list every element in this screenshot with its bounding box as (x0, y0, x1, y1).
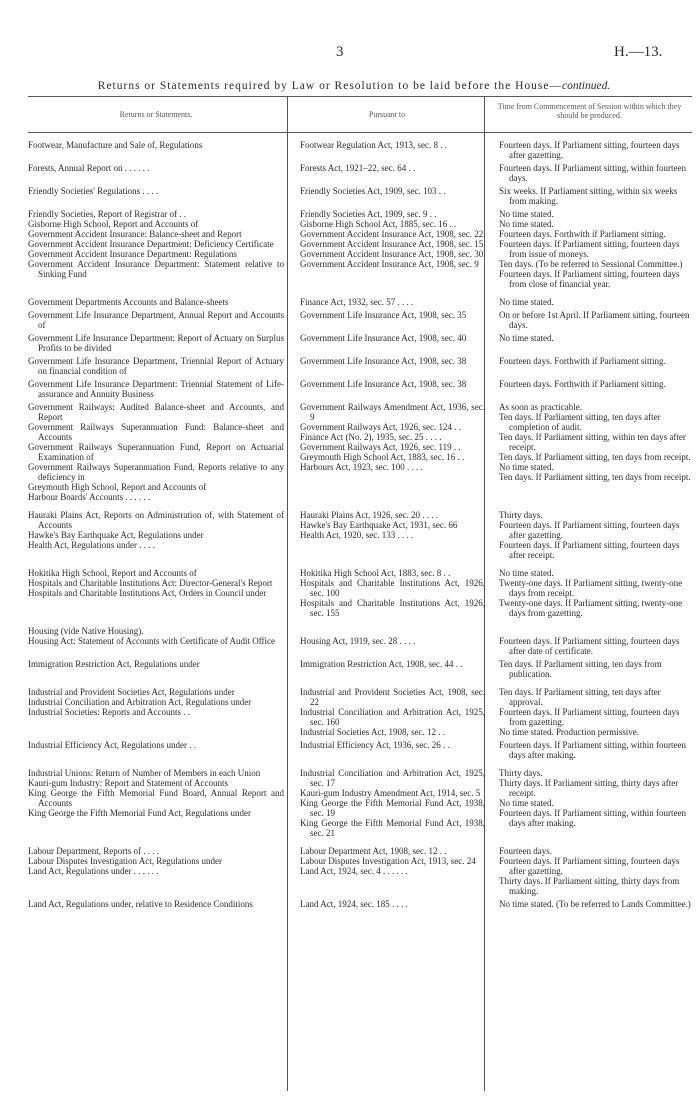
returns-cell (28, 186, 294, 206)
time-cell (491, 297, 692, 307)
document-title (34, 80, 674, 92)
cell-entry: Land Act, Regulations under, relative to Residence Conditions (28, 899, 253, 909)
cell-entry: Fourteen days. If Parliament sitting, fourteen days after gazetting. (499, 856, 680, 876)
returns-cell (28, 333, 294, 353)
pursuant-cell (294, 846, 491, 896)
cell-entry: Gisborne High School Act, 1885, sec. 16 . . (300, 219, 457, 229)
cell-entry: Government Railways Act, 1926, sec. 119 . . (300, 442, 461, 452)
cell-entry: Immigration Restriction Act, Regulations under (28, 659, 200, 669)
pursuant-cell (294, 379, 491, 399)
cell-entry: Finance Act (No. 2), 1935, sec. 25 . . . . (300, 432, 442, 442)
returns-cell (28, 899, 294, 909)
cell-entry: Labour Department, Reports of . . . . (28, 846, 159, 856)
cell-entry: Government Life Insurance Department: Triennial Statement of Life-assurance and Annuity Business (28, 379, 284, 399)
pursuant-cell (294, 209, 491, 289)
cell-entry: Government Accident Insurance Department: Regulations (28, 249, 237, 259)
pursuant-cell (294, 163, 491, 183)
cell-entry: Hospitals and Charitable Institutions Act, Orders in Council under (28, 588, 267, 598)
cell-entry: Ten days. (To be referred to Sessional Committee.) (499, 259, 683, 269)
pursuant-cell (294, 626, 491, 656)
cell-entry: Immigration Restriction Act, 1908, sec. 44 . . (300, 659, 463, 669)
pursuant-cell (294, 740, 491, 760)
pursuant-cell (294, 310, 491, 330)
time-cell (491, 209, 692, 289)
cell-entry: Government Life Insurance Act, 1908, sec. 38 (300, 379, 467, 389)
table-row (28, 356, 692, 376)
cell-entry: Government Railways Act, 1926, sec. 124 . . (300, 422, 461, 432)
cell-entry: No time stated. (499, 462, 554, 472)
cell-entry: Ten days. If Parliament sitting, ten days from receipt. (499, 452, 691, 462)
cell-entry: On or before 1st April. If Parliament sitting, fourteen days. (499, 310, 690, 330)
pursuant-cell (294, 568, 491, 618)
cell-entry: Government Accident Insurance: Balance-sheet and Report (28, 229, 242, 239)
cell-entry: Hospitals and Charitable Institutions Act, 1926, sec. 155 (300, 598, 485, 618)
cell-entry: Housing Act: Statement of Accounts with Certificate of Audit Office (28, 636, 276, 646)
table-row (28, 310, 692, 330)
returns-cell (28, 402, 294, 502)
document-code: H.—13. (614, 44, 663, 60)
cell-entry: Fourteen days. If Parliament sitting, fourteen days from issue of moneys. (499, 239, 680, 259)
cell-entry: Government Life Insurance Department, Annual Report and Accounts of (28, 310, 284, 330)
cell-entry: King George the Fifth Memorial Fund Act, Regulations under (28, 808, 252, 818)
cell-entry: Hospitals and Charitable Institutions Act: Director-General's Report (28, 578, 273, 588)
table-row (28, 626, 692, 656)
returns-cell (28, 846, 294, 896)
cell-entry: Labour Disputes Investigation Act, Regulations under (28, 856, 222, 866)
column-header-time: Time from Commencement of Session within which they should be produced. (497, 102, 682, 120)
cell-entry: Twenty-one days. If Parliament sitting, twenty-one days from gazetting. (499, 598, 683, 618)
cell-entry: Fourteen days. If Parliament sitting, fourteen days from close of financial year. (499, 269, 680, 289)
pursuant-cell (294, 899, 491, 909)
cell-entry: As soon as practicable. (499, 402, 582, 412)
cell-entry: Labour Disputes Investigation Act, 1913, sec. 24 (300, 856, 476, 866)
cell-entry: Six weeks. If Parliament sitting, within six weeks from making. (499, 186, 678, 206)
cell-entry: Land Act, 1924, sec. 185 . . . . (300, 899, 408, 909)
cell-entry: Fourteen days. Forthwith if Parliament sitting. (499, 379, 666, 389)
cell-entry: Hawke's Bay Earthquake Act, 1931, sec. 66 (300, 520, 458, 530)
cell-entry: Government Railways Amendment Act, 1936, sec. 9 (300, 402, 485, 422)
table-row (28, 209, 692, 289)
cell-entry: Hauraki Plains Act, Reports on Administration of, with Statement of Accounts (28, 510, 284, 530)
cell-entry: Greymouth High School, Report and Accounts of (28, 482, 207, 492)
cell-entry: Government Life Insurance Act, 1908, sec. 38 (300, 356, 467, 366)
time-cell (491, 402, 692, 502)
cell-entry: Friendly Societies Act, 1909, sec. 9 . . (300, 209, 437, 219)
time-cell (491, 899, 692, 909)
table-row (28, 568, 692, 618)
cell-entry: Fourteen days. If Parliament sitting, within fourteen days. (499, 163, 686, 183)
time-cell (491, 310, 692, 330)
cell-entry: Government Accident Insurance Act, 1908, sec. 30 (300, 249, 484, 259)
title-text: Returns or Statements required by Law or Resolution to be laid before the House— (97, 80, 562, 92)
pursuant-cell (294, 297, 491, 307)
table-row (28, 163, 692, 183)
returns-cell (28, 297, 294, 307)
returns-cell (28, 568, 294, 618)
time-cell (491, 140, 692, 160)
table-row (28, 186, 692, 206)
returns-cell (28, 510, 294, 560)
cell-entry: Industrial Conciliation and Arbitration Act, 1925, sec. 160 (300, 707, 485, 727)
cell-entry: Hauraki Plains Act, 1926, sec. 20 . . . . (300, 510, 438, 520)
table-row (28, 687, 692, 737)
column-header-pursuant: Pursuant to (368, 110, 406, 119)
cell-entry: Ten days. If Parliament sitting, ten days from receipt. (499, 472, 691, 482)
cell-entry: Government Life Insurance Act, 1908, sec. 35 (300, 310, 467, 320)
cell-entry: No time stated. (499, 219, 554, 229)
returns-cell (28, 209, 294, 289)
cell-entry: Hokitika High School Act, 1883, sec. 8 . . (300, 568, 451, 578)
cell-entry: Government Railways Superannuation Fund: Balance-sheet and Accounts (28, 422, 284, 442)
returns-cell (28, 356, 294, 376)
cell-entry: Industrial and Provident Societies Act, 1908, sec. 22 (300, 687, 485, 707)
table-row (28, 333, 692, 353)
cell-entry: Industrial Unions: Return of Number of Members in each Union (28, 768, 261, 778)
cell-entry: Fourteen days. If Parliament sitting, within fourteen days after making. (499, 808, 686, 828)
cell-entry: Forests, Annual Report on . . . . . . (28, 163, 150, 173)
table-row (28, 140, 692, 160)
cell-entry: Fourteen days. If Parliament sitting, fourteen days after gazetting. (499, 520, 680, 540)
cell-entry: Hawke's Bay Earthquake Act, Regulations under (28, 530, 204, 540)
cell-entry: Land Act, 1924, sec. 4 . . . . . . (300, 866, 408, 876)
cell-entry: Government Railways: Audited Balance-sheet and Accounts, and Report (28, 402, 284, 422)
returns-cell (28, 626, 294, 656)
time-cell (491, 568, 692, 618)
pursuant-cell (294, 140, 491, 160)
returns-cell (28, 659, 294, 679)
time-cell (491, 687, 692, 737)
cell-entry (300, 626, 485, 636)
returns-cell (28, 163, 294, 183)
pursuant-cell (294, 768, 491, 838)
pursuant-cell (294, 356, 491, 376)
cell-entry: Health Act, 1920, sec. 133 . . . . (300, 530, 414, 540)
returns-cell (28, 140, 294, 160)
cell-entry: Finance Act, 1932, sec. 57 . . . . (300, 297, 414, 307)
cell-entry: No time stated. (499, 568, 554, 578)
pursuant-cell (294, 333, 491, 353)
time-cell (491, 379, 692, 399)
table-row (28, 402, 692, 502)
cell-entry: Fourteen days. If Parliament sitting, within fourteen days after making. (499, 740, 686, 760)
returns-cell (28, 740, 294, 760)
table-row (28, 297, 692, 307)
cell-entry: Fourteen days. If Parliament sitting, fourteen days after gazetting. (499, 140, 680, 160)
cell-entry: King George the Fifth Memorial Fund Act, 1938, sec. 21 (300, 818, 485, 838)
cell-entry: Fourteen days. Forthwith if Parliament sitting. (499, 229, 666, 239)
cell-entry: No time stated. (To be referred to Lands Committee.) (499, 899, 691, 909)
cell-entry: King George the Fifth Memorial Fund Board, Annual Report and Accounts (28, 788, 284, 808)
table-row (28, 899, 692, 909)
cell-entry: Housing Act, 1919, sec. 28 . . . . (300, 636, 416, 646)
table-row (28, 846, 692, 896)
cell-entry: Friendly Societies Act, 1909, sec. 103 . . (300, 186, 446, 196)
cell-entry: Industrial Conciliation and Arbitration Act, Regulations under (28, 697, 252, 707)
cell-entry: Government Accident Insurance Act, 1908, sec. 15 (300, 239, 484, 249)
pursuant-cell (294, 510, 491, 560)
cell-entry: Industrial Efficiency Act, 1936, sec. 26 . . (300, 740, 450, 750)
returns-table (28, 96, 692, 1091)
returns-cell (28, 310, 294, 330)
cell-entry: Government Departments Accounts and Balance-sheets (28, 297, 229, 307)
time-cell (491, 846, 692, 896)
time-cell (491, 186, 692, 206)
cell-entry: Industrial Societies Act, 1908, sec. 12 . . (300, 727, 445, 737)
pursuant-cell (294, 687, 491, 737)
cell-entry: Thirty days. If Parliament sitting, thirty days after receipt. (499, 778, 679, 798)
time-cell (491, 768, 692, 838)
cell-entry: Ten days. If Parliament sitting, within ten days after receipt. (499, 432, 686, 452)
cell-entry: Industrial Societies: Reports and Accounts . . (28, 707, 190, 717)
cell-entry: Fourteen days. If Parliament sitting, fourteen days from gazetting. (499, 707, 680, 727)
cell-entry: Labour Department Act, 1908, sec. 12 . . (300, 846, 447, 856)
cell-entry: Government Life Insurance Act, 1908, sec. 40 (300, 333, 467, 343)
cell-entry: Kauri-gum Industry Amendment Act, 1914, sec. 5 (300, 788, 481, 798)
cell-entry (499, 626, 692, 636)
cell-entry: Government Accident Insurance Act, 1908, sec. 22 (300, 229, 484, 239)
title-continued: continued. (561, 80, 611, 92)
cell-entry: Government Life Insurance Department, Triennial Report of Actuary on financial condition of (28, 356, 284, 376)
table-row (28, 768, 692, 838)
time-cell (491, 356, 692, 376)
cell-entry: Kauri-gum Industry: Report and Statement of Accounts (28, 778, 228, 788)
cell-entry: Health Act, Regulations under . . . . (28, 540, 155, 550)
cell-entry: Housing (vide Native Housing). (28, 626, 144, 636)
cell-entry: Government Accident Insurance Act, 1908, sec. 9 (300, 259, 479, 269)
cell-entry: Industrial Efficiency Act, Regulations under . . (28, 740, 197, 750)
table-row (28, 740, 692, 760)
page-number: 3 (336, 44, 344, 60)
cell-entry: Ten days. If Parliament sitting, ten days from publication. (499, 659, 662, 679)
time-cell (491, 659, 692, 679)
returns-cell (28, 379, 294, 399)
time-cell (491, 333, 692, 353)
cell-entry: Forests Act, 1921–22, sec. 64 . . (300, 163, 416, 173)
time-cell (491, 510, 692, 560)
table-top-rule (28, 96, 692, 97)
cell-entry: Government Railways Superannuation Fund, Report on Actuarial Examination of (28, 442, 284, 462)
cell-entry: Footwear Regulation Act, 1913, sec. 8 . . (300, 140, 447, 150)
cell-entry: Fourteen days. If Parliament sitting, fourteen days after date of certificate. (499, 636, 680, 656)
cell-entry: Gisborne High School, Report and Accounts of (28, 219, 199, 229)
cell-entry: Thirty days. (499, 510, 543, 520)
cell-entry: Ten days. If Parliament sitting, ten days after approval. (499, 687, 661, 707)
cell-entry: Thirty days. If Parliament sitting, thirty days from making. (499, 876, 680, 896)
table-row (28, 379, 692, 399)
cell-entry: Industrial and Provident Societies Act, Regulations under (28, 687, 235, 697)
cell-entry: Ten days. If Parliament sitting, ten days after completion of audit. (499, 412, 661, 432)
column-header-returns: Returns or Statements. (119, 110, 193, 119)
cell-entry: Harbours Act, 1923, sec. 100 . . . . (300, 462, 423, 472)
pursuant-cell (294, 402, 491, 502)
cell-entry: Footwear, Manufacture and Sale of, Regulations (28, 140, 203, 150)
cell-entry: King George the Fifth Memorial Fund Act, 1938, sec. 19 (300, 798, 485, 818)
pursuant-cell (294, 659, 491, 679)
cell-entry: Fourteen days. Forthwith if Parliament sitting. (499, 356, 666, 366)
cell-entry: Government Accident Insurance Department: Statement relative to Sinking Fund (28, 259, 284, 279)
time-cell (491, 626, 692, 656)
cell-entry: Thirty days. (499, 768, 543, 778)
time-cell (491, 163, 692, 183)
cell-entry: Friendly Societies, Report of Registrar of . . (28, 209, 186, 219)
cell-entry: No time stated. Production permissive. (499, 727, 639, 737)
cell-entry: Friendly Societies' Regulations . . . . (28, 186, 159, 196)
cell-entry: Fourteen days. (499, 846, 552, 856)
returns-cell (28, 768, 294, 838)
cell-entry: Government Railways Superannuation Fund, Reports relative to any deficiency in (28, 462, 284, 482)
cell-entry: Government Accident Insurance Department: Deficiency Certificate (28, 239, 274, 249)
returns-cell (28, 687, 294, 737)
cell-entry: Harbour Boards' Accounts . . . . . . (28, 492, 151, 502)
cell-entry: Hospitals and Charitable Institutions Act, 1926, sec. 100 (300, 578, 485, 598)
pursuant-cell (294, 186, 491, 206)
cell-entry: Twenty-one days. If Parliament sitting, twenty-one days from receipt. (499, 578, 683, 598)
cell-entry: No time stated. (499, 209, 554, 219)
cell-entry: Greymouth High School Act, 1883, sec. 16 . . (300, 452, 465, 462)
cell-entry: Hokitika High School, Report and Accounts of (28, 568, 197, 578)
time-cell (491, 740, 692, 760)
table-row (28, 510, 692, 560)
cell-entry: Government Life Insurance Department: Report of Actuary on Surplus Profits to be divided (28, 333, 284, 353)
table-body (28, 132, 692, 909)
table-row (28, 659, 692, 679)
cell-entry: Fourteen days. If Parliament sitting, fourteen days after receipt. (499, 540, 680, 560)
cell-entry: No time stated. (499, 297, 554, 307)
cell-entry: Industrial Conciliation and Arbitration Act, 1925, sec. 17 (300, 768, 485, 788)
cell-entry: Land Act, Regulations under . . . . . . (28, 866, 159, 876)
cell-entry: No time stated. (499, 333, 554, 343)
cell-entry: No time stated. (499, 798, 554, 808)
